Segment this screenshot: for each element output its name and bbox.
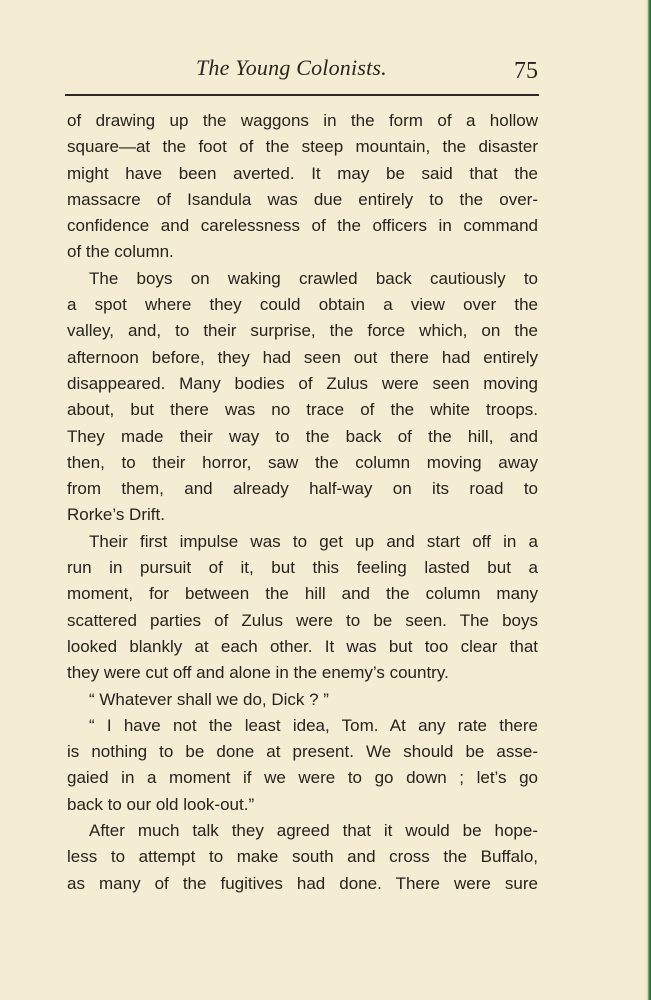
text-line: moment, for between the hill and the column many	[67, 584, 538, 604]
page-edge	[645, 0, 651, 1000]
text-line: from them, and already half-way on its road to	[67, 479, 538, 499]
text-line: disappeared. Many bodies of Zulus were seen moving	[67, 373, 538, 393]
text-line: Their first impulse was to get up and start off in a	[89, 531, 538, 551]
text-line: The boys on waking crawled back cautiously to	[89, 268, 538, 288]
header-rule	[65, 94, 539, 96]
text-line: gaied in a moment if we were to go down ; let’s go	[67, 768, 538, 788]
text-line: square—at the foot of the steep mountain, the disaster	[67, 137, 538, 157]
text-line: is nothing to be done at present. We should be asse-	[67, 742, 538, 762]
text-line: “ I have not the least idea, Tom. At any rate there	[89, 715, 538, 735]
text-line: they were cut off and alone in the enemy’s country.	[67, 663, 449, 683]
text-line: scattered parties of Zulus were to be seen. The boys	[67, 610, 538, 630]
text-line: looked blankly at each other. It was but too clear that	[67, 636, 538, 656]
text-line: valley, and, to their surprise, the force which, on the	[67, 321, 538, 341]
text-line: a spot where they could obtain a view over the	[67, 295, 538, 315]
text-line: then, to their horror, saw the column moving away	[67, 452, 538, 472]
text-line: of drawing up the waggons in the form of a hollow	[67, 111, 538, 130]
text-line: about, but there was no trace of the white troops.	[67, 400, 538, 420]
text-line: less to attempt to make south and cross the Buffalo,	[67, 847, 538, 867]
text-line: afternoon before, they had seen out there had entirely	[67, 347, 538, 367]
text-line: They made their way to the back of the hill, and	[67, 426, 538, 446]
text-line: massacre of Isandula was due entirely to the over-	[67, 189, 538, 209]
text-line: “ Whatever shall we do, Dick ? ”	[89, 689, 329, 709]
text-line: of the column.	[67, 242, 174, 262]
text-line: might have been averted. It may be said that the	[67, 163, 538, 183]
text-line: as many of the fugitives had done. There were sure	[67, 873, 538, 893]
text-line: back to our old look-out.”	[67, 794, 255, 814]
body-text	[67, 108, 538, 897]
page-number: 75	[514, 58, 538, 84]
text-line: Rorke’s Drift.	[67, 505, 165, 525]
text-line: confidence and carelessness of the officers in command	[67, 216, 538, 236]
text-line: After much talk they agreed that it would be hope-	[89, 821, 538, 841]
running-title: The Young Colonists.	[196, 55, 387, 80]
text-line: run in pursuit of it, but this feeling lasted but a	[67, 558, 538, 578]
